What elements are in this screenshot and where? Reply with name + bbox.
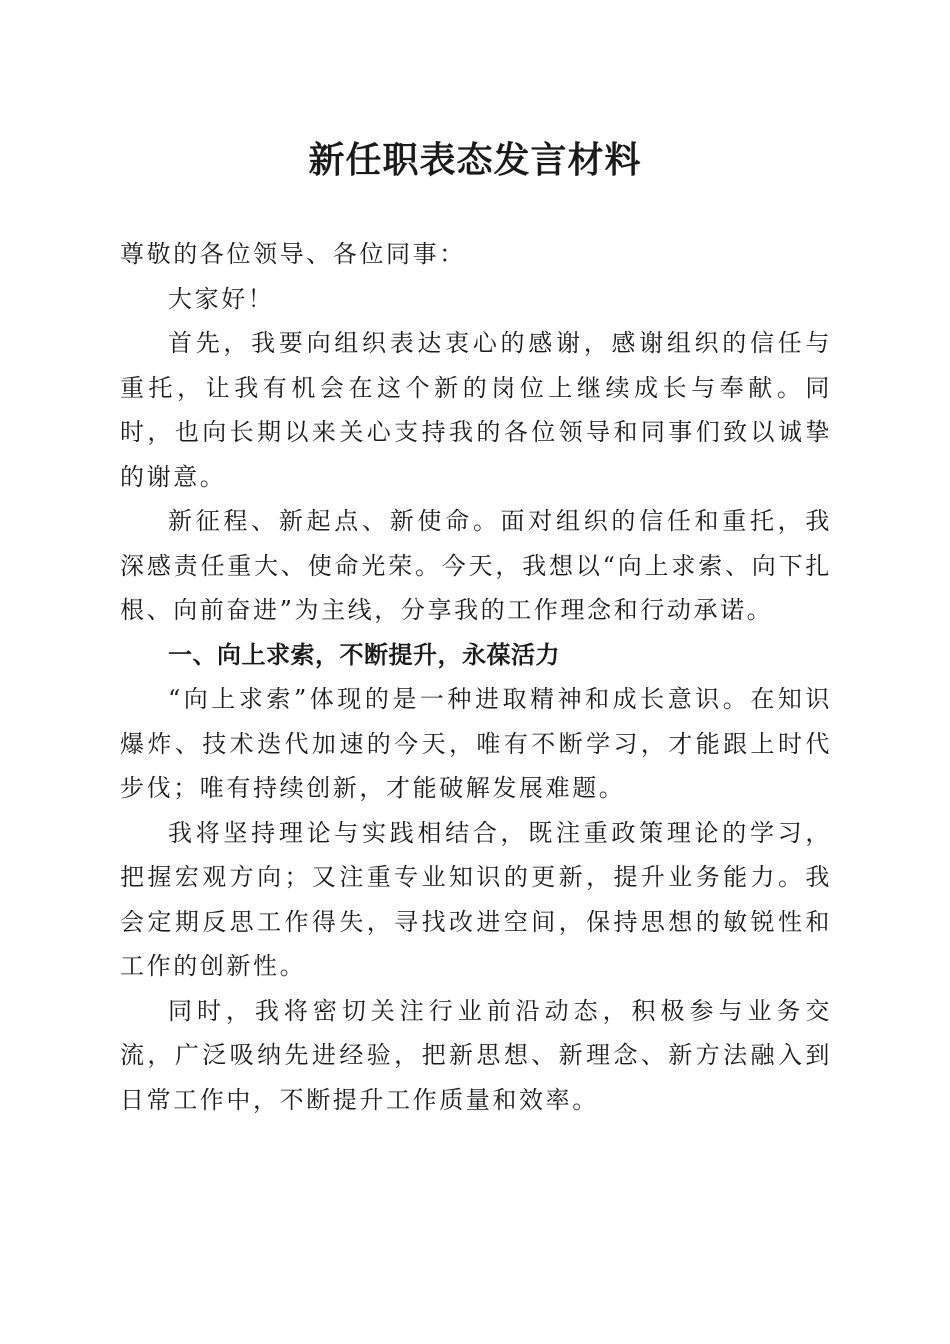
- paragraph-theme: 新征程、新起点、新使命。面对组织的信任和重托，我深感责任重大、使命光荣。今天，我想以“向上求索、向下扎根、向前奋进”为主线，分享我的工作理念和行动承诺。: [120, 507, 832, 624]
- section1-paragraph-3: 同时，我将密切关注行业前沿动态，积极参与业务交流，广泛吸纳先进经验，把新思想、新理念、新方法融入到日常工作中，不断提升工作质量和效率。: [120, 996, 832, 1114]
- section-heading-1: 一、向上求索，不断提升，永葆活力: [168, 640, 560, 669]
- greeting: 大家好！: [168, 284, 275, 313]
- section1-paragraph-2: 我将坚持理论与实践相结合，既注重政策理论的学习，把握宏观方向；又注重专业知识的更新，提升业务能力。我会定期反思工作得失，寻找改进空间，保持思想的敏锐性和工作的创新性。: [120, 818, 832, 980]
- paragraph-thanks: 首先，我要向组织表达衷心的感谢，感谢组织的信任与重托，让我有机会在这个新的岗位上继续成长与奉献。同时，也向长期以来关心支持我的各位领导和同事们致以诚挚的谢意。: [120, 329, 832, 491]
- section1-paragraph-1: “向上求索”体现的是一种进取精神和成长意识。在知识爆炸、技术迭代加速的今天，唯有不断学习，才能跟上时代步伐；唯有持续创新，才能破解发展难题。: [120, 685, 832, 802]
- document-body: [120, 232, 832, 1122]
- salutation: 尊敬的各位领导、各位同事：: [120, 240, 466, 268]
- document-title: 新任职表态发言材料: [308, 139, 642, 181]
